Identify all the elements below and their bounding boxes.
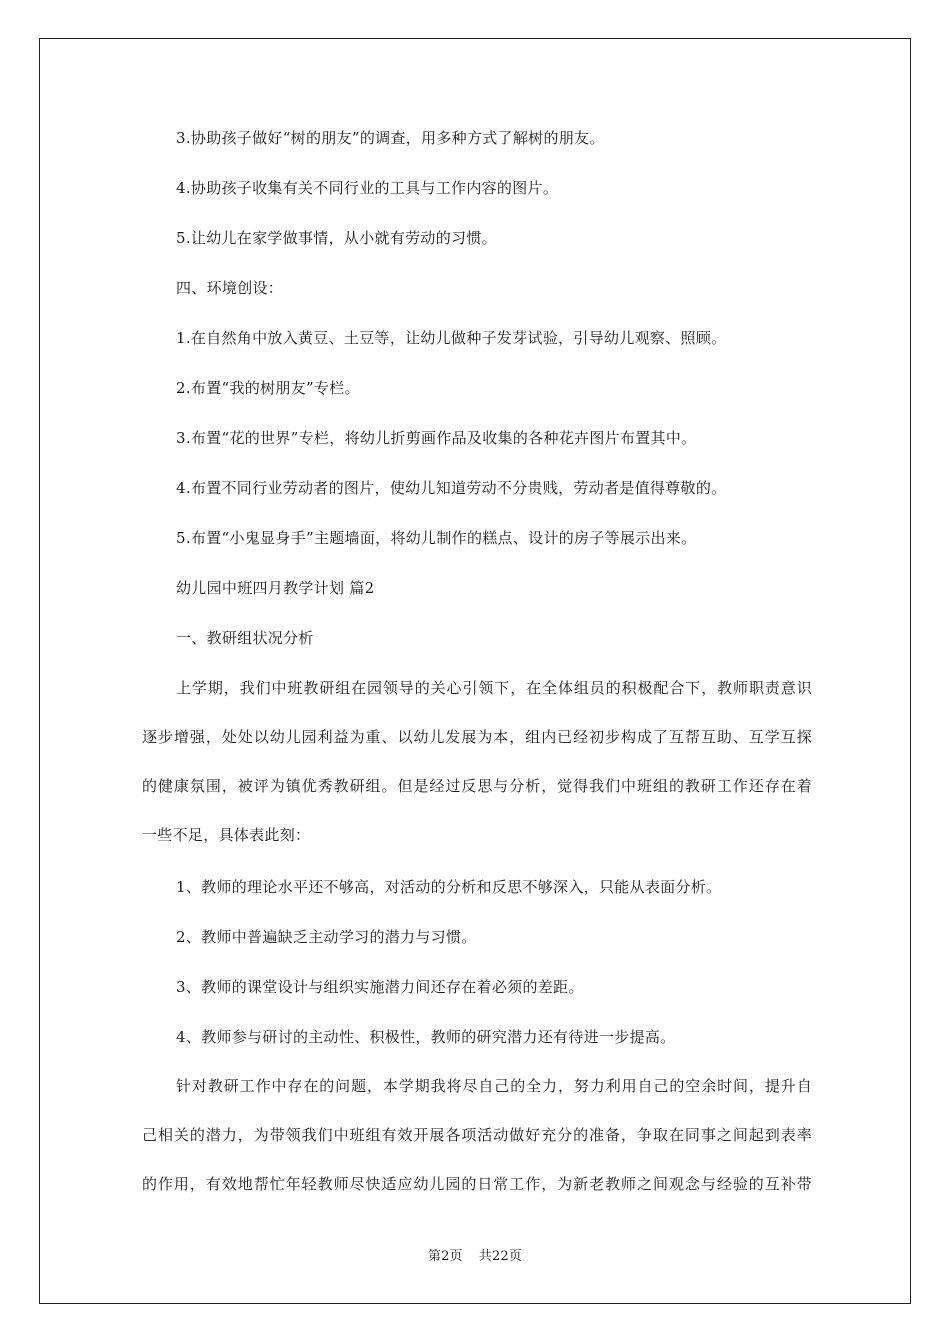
text-line: 4.协助孩子收集有关不同行业的工具与工作内容的图片。: [176, 179, 559, 197]
list-item: 2、教师中普遍缺乏主动学习的潜力与习惯。: [176, 928, 477, 946]
text-line: 1.在自然角中放入黄豆、土豆等，让幼儿做种子发芽试验，引导幼儿观察、照顾。: [176, 329, 727, 347]
paragraph-line: 的作用，有效地帮忙年轻教师尽快适应幼儿园的日常工作，为新老教师之间观念与经验的互补带: [142, 1175, 812, 1193]
list-item: 1、教师的理论水平还不够高，对活动的分析和反思不够深入，只能从表面分析。: [176, 878, 722, 896]
paragraph-line: 的健康氛围，被评为镇优秀教研组。但是经过反思与分析，觉得我们中班组的教研工作还存在着: [142, 777, 812, 795]
page-total: 共22页: [478, 1249, 523, 1264]
section-heading: 一、教研组状况分析: [176, 629, 314, 647]
paragraph-line: 一些不足，具体表此刻：: [142, 826, 311, 844]
paragraph-line: 己相关的潜力，为带领我们中班组有效开展各项活动做好充分的准备，争取在同事之间起到表率: [142, 1126, 812, 1144]
text-line: 4.布置不同行业劳动者的图片，使幼儿知道劳动不分贵贱，劳动者是值得尊敬的。: [176, 479, 727, 497]
text-line: 3.布置“花的世界”专栏，将幼儿折剪画作品及收集的各种花卉图片布置其中。: [176, 429, 697, 447]
paragraph-line: 上学期，我们中班教研组在园领导的关心引领下，在全体组员的积极配合下，教师职责意识: [176, 679, 812, 697]
page-number: 第2页: [427, 1249, 463, 1264]
text-line: 3.协助孩子做好“树的朋友”的调查，用多种方式了解树的朋友。: [176, 129, 605, 147]
text-line: 5.布置“小鬼显身手”主题墙面，将幼儿制作的糕点、设计的房子等展示出来。: [176, 529, 697, 547]
text-line: 5.让幼儿在家学做事情，从小就有劳动的习惯。: [176, 229, 497, 247]
article-title: 幼儿园中班四月教学计划 篇2: [176, 579, 375, 597]
paragraph-line: 逐步增强，处处以幼儿园利益为重、以幼儿发展为本，组内已经初步构成了互帮互助、互学互探: [142, 728, 812, 746]
list-item: 3、教师的课堂设计与组织实施潜力间还存在着必须的差距。: [176, 978, 584, 996]
list-item: 4、教师参与研讨的主动性、积极性，教师的研究潜力还有待进一步提高。: [176, 1028, 676, 1046]
section-heading: 四、环境创设：: [176, 279, 284, 297]
page-footer: [0, 1248, 950, 1266]
text-line: 2.布置“我的树朋友”专栏。: [176, 379, 360, 397]
paragraph-line: 针对教研工作中存在的问题，本学期我将尽自己的全力，努力利用自己的空余时间，提升自: [176, 1077, 812, 1095]
